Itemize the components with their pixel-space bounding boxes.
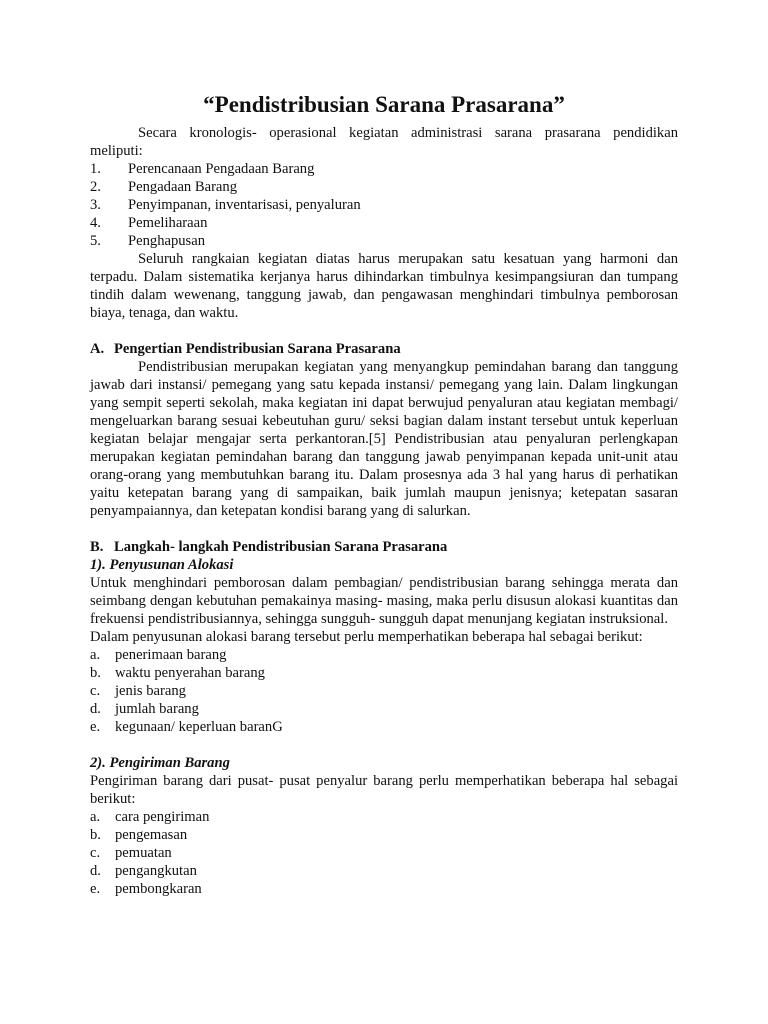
list-item: 4. Pemeliharaan xyxy=(90,215,208,231)
list-item: a. penerimaan barang xyxy=(90,647,227,663)
list-item: b. pengemasan xyxy=(90,827,188,843)
intro-line: Secara kronologis- operasional kegiatan administrasi sarana prasarana pendidikan xyxy=(138,125,678,141)
subsection-title: 1). Penyusunan Alokasi xyxy=(90,557,234,573)
list-item: c. pemuatan xyxy=(90,845,172,861)
section-a-heading: A. Pengertian Pendistribusian Sarana Prasarana xyxy=(90,341,401,357)
alloc-list xyxy=(90,646,678,736)
list-item: 3. Penyimpanan, inventarisasi, penyaluran xyxy=(90,197,361,213)
subsection-paragraph: Dalam penyusunan alokasi barang tersebut perlu memperhatikan beberapa hal sebagai berikut: xyxy=(90,629,643,645)
list-item: c. jenis barang xyxy=(90,683,186,699)
list-item: 1. Perencanaan Pengadaan Barang xyxy=(90,161,315,177)
list-item: 5. Penghapusan xyxy=(90,233,206,249)
list-item: 2. Pengadaan Barang xyxy=(90,179,238,195)
list-item: d. pengangkutan xyxy=(90,863,197,879)
intro-line: meliputi: xyxy=(90,143,143,159)
list-item: b. waktu penyerahan barang xyxy=(90,665,265,681)
page-title: “Pendistribusian Sarana Prasarana” xyxy=(203,92,565,117)
list-item: e. pembongkaran xyxy=(90,881,202,897)
subsection-title: 2). Pengiriman Barang xyxy=(90,755,230,771)
section-a-paragraph: Pendistribusian merupakan kegiatan yang menyangkup pemindahan barang dan tanggung jawab dari instansi/ pemegang yang satu kepada instansi/ pemegang yang lain. Dalam lingkungan yang sempit seperti sekolah, maka kegiatan ini dapat berwujud penyaluran atau kegiatan membagi/ mengeluarkan barang sesuai kebeutuhan guru/ seksi bagian dalam instant tersebut untuk keperluan kegiatan belajar mengajar serta perkantoran.[5] Pendistribusian atau penyaluran perlengkapan merupakan kegiatan pemindahan barang dan tanggung jawab penyimpanan kepada unit-unit atau orang-orang yang membutuhkan barang itu. Dalam prosesnya ada 3 hal yang harus di perhatikan yaitu ketepatan barang yang di sampaikan, baik jumlah maupun jenisnya; ketepatan sasaran penyampaiannya, dan ketepatan kondisi barang yang di salurkan. xyxy=(90,359,678,519)
list-item: e. kegunaan/ keperluan baranG xyxy=(90,719,283,735)
subsection-paragraph: Untuk menghindari pemborosan dalam pembagian/ pendistribusian barang sehingga merata dan seimbang dengan kebutuhan pemakainya masing- masing, maka perlu disusun alokasi kuantitas dan frekuensi pendistribusiannya, sehingga sungguh- sungguh dapat menunjang kegiatan instruksional. xyxy=(90,575,678,627)
section-b-heading: B. Langkah- langkah Pendistribusian Sarana Prasarana xyxy=(90,539,448,555)
shipping-list xyxy=(90,808,678,898)
document-page xyxy=(90,91,678,898)
list-item: d. jumlah barang xyxy=(90,701,199,717)
subsection-paragraph: Pengiriman barang dari pusat- pusat penyalur barang perlu memperhatikan beberapa hal sebagai berikut: xyxy=(90,773,678,807)
list-item: a. cara pengiriman xyxy=(90,809,210,825)
intro-paragraph: Seluruh rangkaian kegiatan diatas harus merupakan satu kesatuan yang harmoni dan terpadu. Dalam sistematika kerjanya harus dihindarkan timbulnya kesimpangsiuran dan tumpang tindih dalam wewenang, tanggung jawab, dan pengawasan menghindari timbulnya pemborosan biaya, tenaga, dan waktu. xyxy=(90,251,678,321)
intro-list xyxy=(90,160,678,250)
